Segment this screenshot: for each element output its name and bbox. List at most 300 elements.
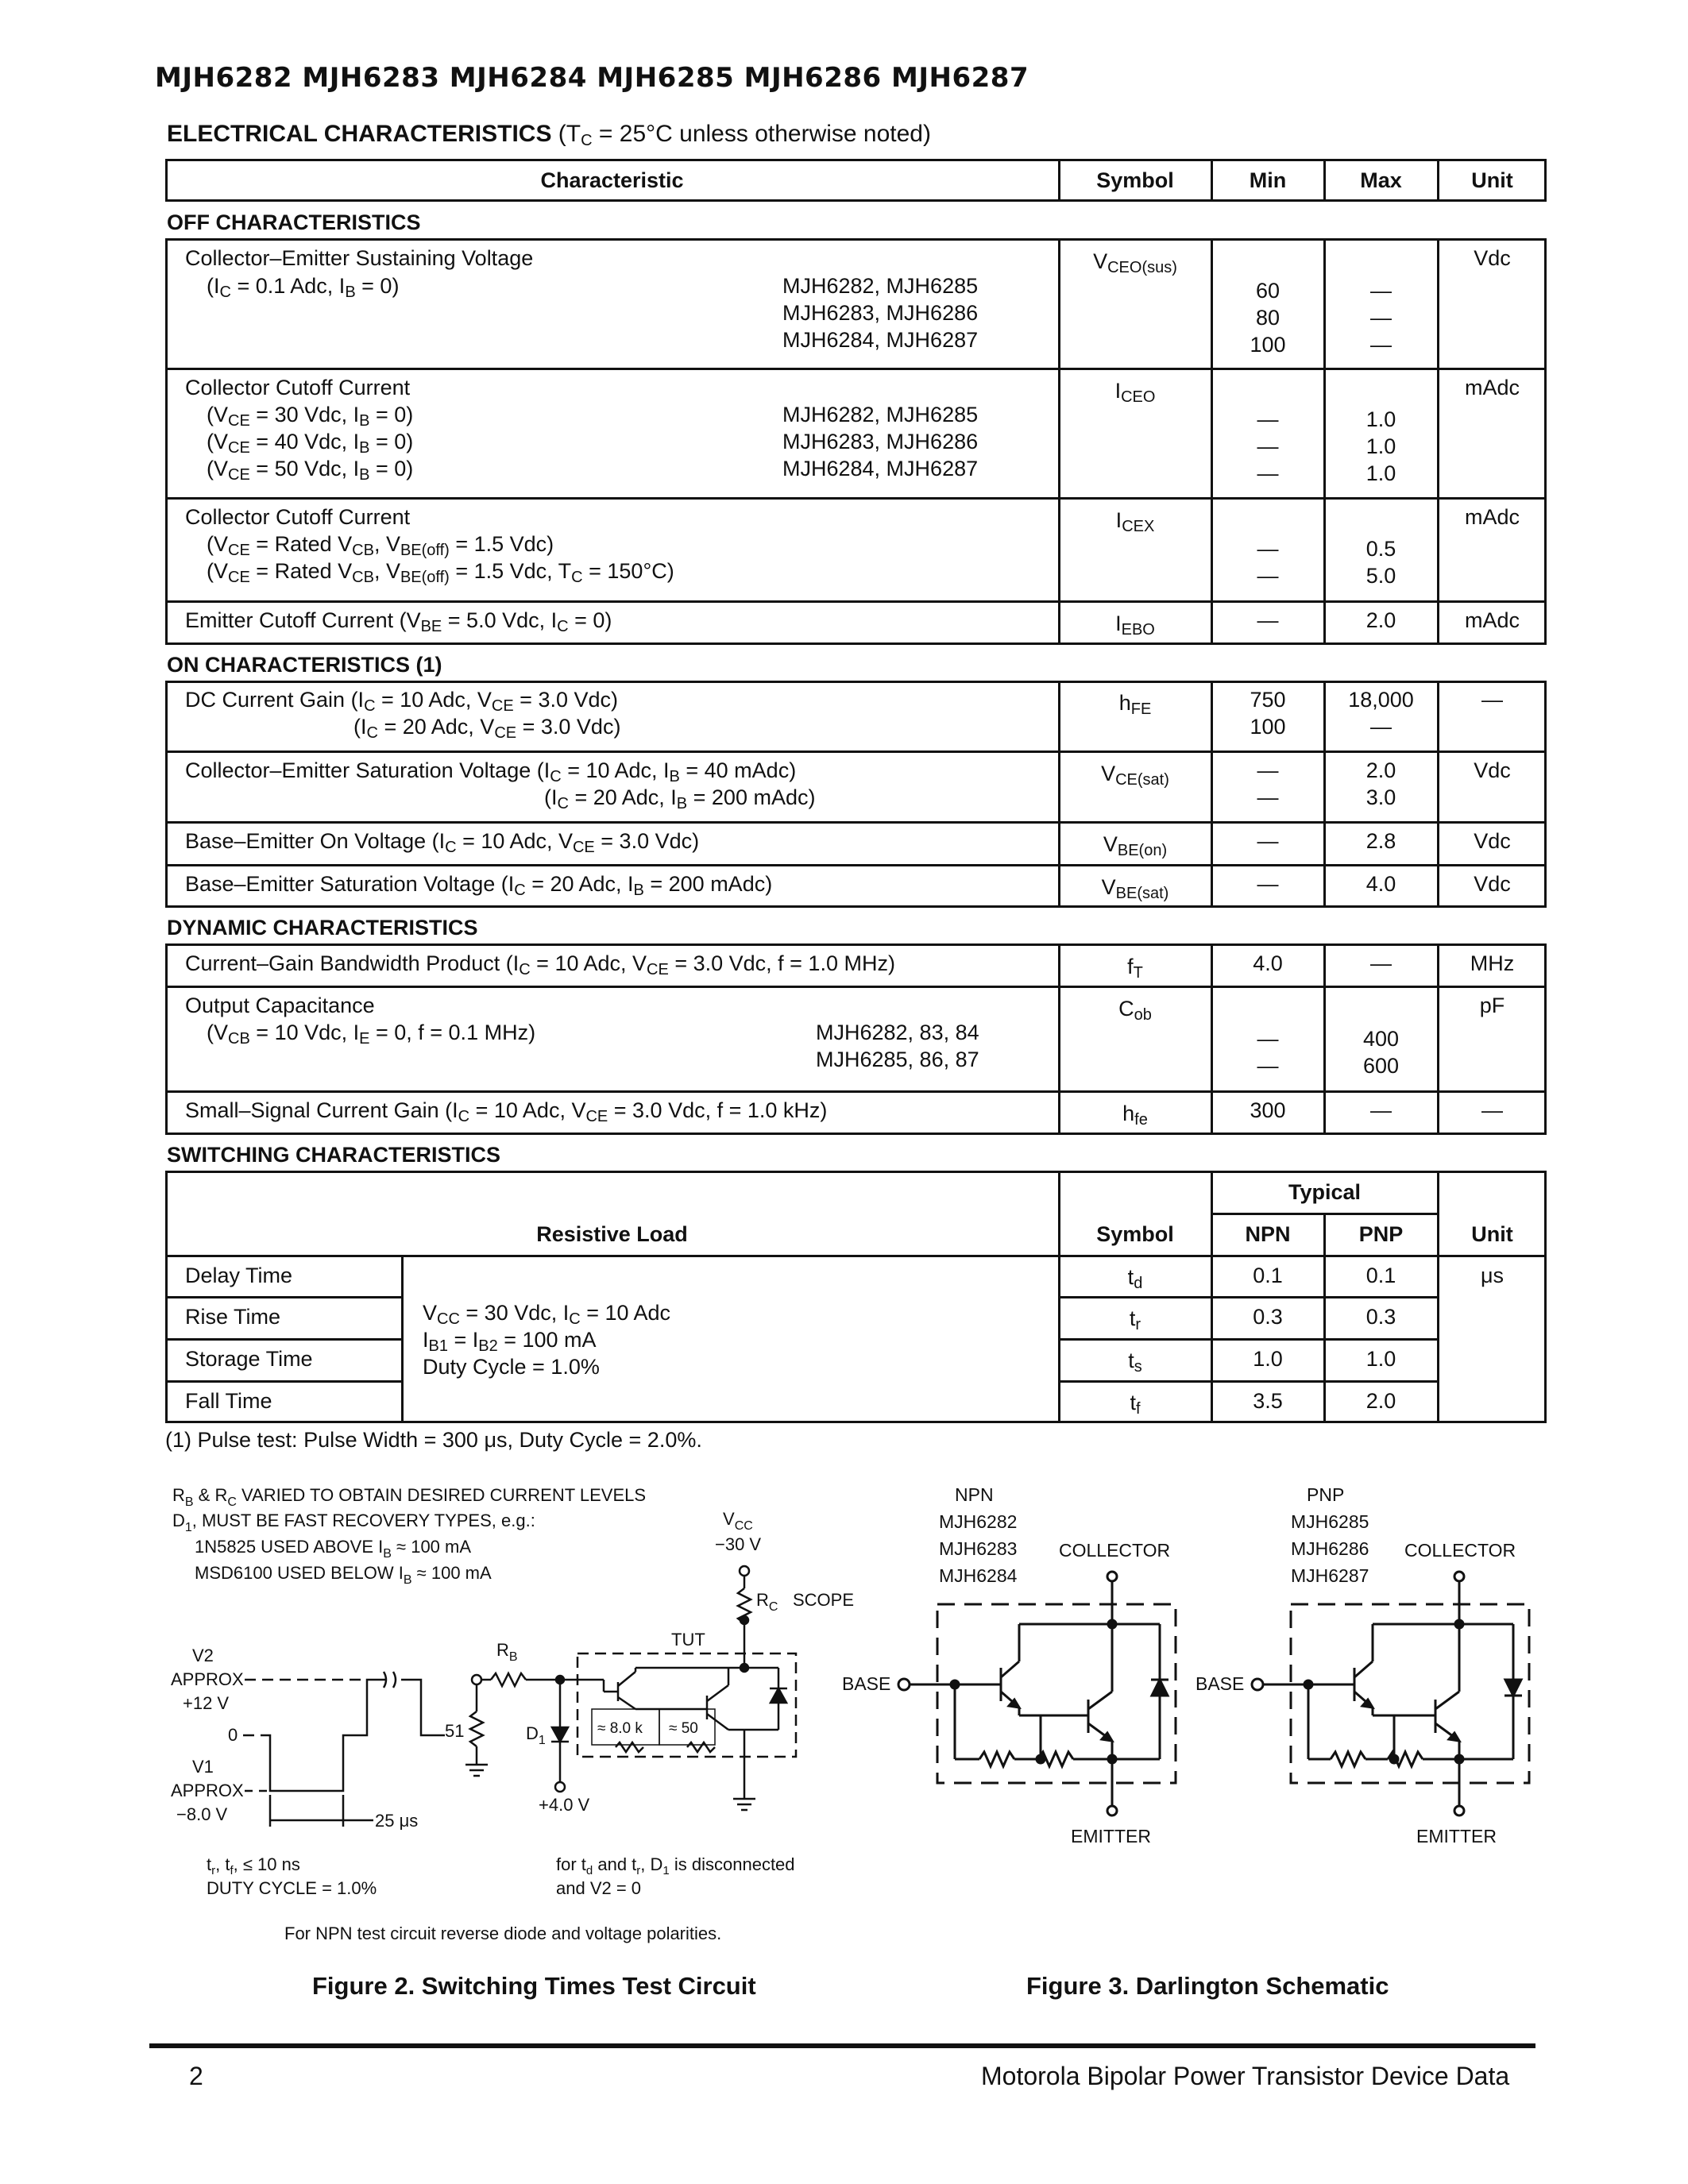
icex-sym-sub: CEX [1122, 518, 1155, 535]
sub: C [445, 839, 457, 856]
fig2-t2-emitter [707, 1714, 728, 1730]
vceo-condition: ($I_C = 0.1$ Adc, $I_B = 0$) [207, 274, 400, 301]
vbeon-unit: Vdc [1474, 829, 1511, 853]
sub: BE(off) [400, 542, 450, 559]
sw-unit-value: μs [1480, 1264, 1505, 1287]
sub: C [364, 697, 376, 715]
vceo-cond-pre: (I [207, 274, 220, 298]
hfe-sym: h [1118, 691, 1131, 715]
vbeon-sym-sub: BE(on) [1117, 842, 1168, 859]
sub: CE [572, 839, 595, 856]
icex-condition: ($V_{CE}$ = Rated $V_{CB}$, $V_{BE(off)} = 1.5$ Vdc) [207, 532, 554, 559]
footnote: (1) Pulse test: Pulse Width = 300 μs, Duty Cycle = 2.0%. [165, 1428, 702, 1452]
sub: C [550, 768, 562, 785]
sub: C [458, 1108, 470, 1125]
sw-row-label: Fall Time [185, 1389, 272, 1413]
row-divider [165, 1090, 1547, 1093]
fig3-q1-collector [1001, 1661, 1019, 1677]
fig3-node [1037, 1755, 1045, 1763]
sw-sym-sub: s [1134, 1358, 1142, 1376]
vbeon-min: — [1257, 829, 1279, 853]
sw-condition: $V_{CC} = 30$ Vdc, $I_C = 10$ Adc [423, 1301, 671, 1328]
ft-min: 4.0 [1253, 951, 1283, 975]
fig2-zero: 0 [228, 1725, 238, 1745]
sub: CE [494, 724, 517, 742]
row-divider [165, 1255, 1547, 1257]
sw-row-label: Delay Time [185, 1264, 293, 1287]
vbesat-sym: V [1101, 875, 1116, 899]
fig2-npn-note: For NPN test circuit reverse diode and voltage polarities. [284, 1924, 722, 1943]
iebo-symbol [1059, 610, 1211, 637]
fig2-r50: ≈ 50 [669, 1720, 698, 1737]
iceo-device: MJH6284, MJH6287 [782, 457, 979, 480]
cob-min: — [1257, 1054, 1279, 1078]
vcesat-max: 2.0 [1365, 758, 1396, 782]
vcesat-sym: V [1101, 762, 1116, 785]
vceo-device: MJH6283, MJH6286 [782, 301, 979, 325]
ec-cond-sub: C [581, 132, 593, 149]
footer-rule [149, 2043, 1535, 2048]
vbesat-symbol [1059, 874, 1211, 901]
sw-duty: Duty Cycle = 1.0% [423, 1355, 600, 1379]
sub: B [676, 795, 688, 812]
page-number: 2 [189, 2062, 203, 2090]
fig3-npn-part: MJH6282 [939, 1511, 1018, 1532]
iceo-min: — [1257, 434, 1279, 458]
header-characteristic: Characteristic [540, 168, 684, 192]
iceo-min: — [1257, 461, 1279, 485]
row-divider [165, 497, 1547, 500]
sub: CE [228, 412, 250, 430]
sub: BE(off) [400, 569, 450, 586]
ft-sym-sub: T [1133, 964, 1143, 982]
fig3-npn-collector-node [1107, 1572, 1117, 1581]
fig2-tut: TUT [671, 1630, 705, 1650]
fig3-pnp-base: BASE [1196, 1673, 1245, 1694]
vcesat-min: — [1257, 785, 1279, 809]
hfe-small-symbol [1059, 1100, 1211, 1127]
fig3-q2-collector [1088, 1692, 1112, 1709]
sw-row-pnp: 1.0 [1365, 1347, 1396, 1371]
sw-row-symbol [1059, 1389, 1211, 1416]
fig3-npn-diode [1152, 1680, 1168, 1696]
vbesat-max: 4.0 [1365, 872, 1396, 896]
sw-row-symbol [1059, 1264, 1211, 1291]
row-divider [1058, 1380, 1438, 1383]
sub: C [514, 882, 526, 899]
ft-symbol [1059, 953, 1211, 980]
fig2-approx: APPROX [171, 1781, 244, 1800]
section-off: OFF CHARACTERISTICS [167, 210, 421, 234]
figure-3-darlington [838, 1477, 1545, 1858]
ec-title [167, 121, 931, 148]
iceo-device: MJH6282, MJH6285 [782, 403, 979, 426]
cob-device: MJH6282, 83, 84 [816, 1021, 979, 1044]
icex-unit: mAdc [1464, 505, 1520, 529]
sub: B [359, 412, 370, 430]
icex-label: Collector Cutoff Current [185, 505, 411, 529]
iceo-condition: ($V_{CE} = 50$ Vdc, $I_B = 0$) [207, 457, 414, 484]
hfe-min: 100 [1250, 715, 1286, 739]
fig2-minus8: −8.0 V [176, 1804, 228, 1824]
fig2-vcc-node [740, 1566, 749, 1576]
sub: CE [585, 1108, 608, 1125]
vceo-sym-sub: CEO(sus) [1107, 259, 1177, 276]
fig3-node [1108, 1620, 1116, 1628]
sub: CB [228, 1030, 250, 1048]
ft-max: — [1370, 951, 1392, 975]
fig2-d1-label: $D_1$ [526, 1723, 546, 1747]
cob-max: 400 [1362, 1027, 1400, 1051]
fig2-25us: 25 μs [375, 1811, 419, 1831]
sub: CE [491, 697, 514, 715]
fig2-r51-resistor [470, 1711, 483, 1746]
ft-unit: MHz [1470, 951, 1515, 975]
hfe-small-sym: h [1122, 1102, 1135, 1125]
sw-row-npn: 0.1 [1253, 1264, 1283, 1287]
vceo-sym: V [1093, 249, 1108, 273]
fig3-q4-collector [1435, 1692, 1459, 1709]
sub: CC [437, 1310, 460, 1328]
vceo-sub: B [345, 284, 356, 301]
icex-sym: I [1115, 508, 1122, 532]
sub: CE [228, 542, 250, 559]
fig2-rise-fall: $t_r$, $t_f$, ≤ 10 ns [207, 1854, 300, 1877]
vceo-max: — [1370, 333, 1392, 357]
iceo-max: 1.0 [1365, 461, 1396, 485]
cob-device: MJH6285, 86, 87 [816, 1048, 979, 1071]
iceo-min: — [1257, 407, 1279, 431]
fig2-plus4: +4.0 V [539, 1795, 590, 1815]
row-divider [1058, 1296, 1438, 1298]
fig2-t1-collector [618, 1672, 635, 1686]
row-divider [165, 864, 1547, 866]
ft-label: Current–Gain Bandwidth Product ($I_C = 10$ Adc, $V_{CE} = 3.0$ Vdc, f = 1.0 MHz) [185, 951, 895, 978]
fig3-npn-part: MJH6283 [939, 1538, 1018, 1559]
iebo-sym-sub: EBO [1121, 621, 1155, 639]
vcesat-sym-sub: CE(sat) [1115, 771, 1169, 789]
fig3-npn-base: BASE [842, 1673, 891, 1694]
icex-condition: ($V_{CE}$ = Rated $V_{CB}$, $V_{BE(off)} = 1.5$ Vdc, $T_C = 150^\circ C$) [207, 559, 674, 586]
sub: CB [352, 569, 374, 586]
fig2-note1: $R_B$ & $R_C$ VARIED TO OBTAIN DESIRED CURRENT LEVELS [172, 1485, 647, 1509]
cob-sym-sub: ob [1134, 1006, 1152, 1024]
icex-max: 0.5 [1365, 537, 1396, 561]
row-divider [165, 751, 1547, 753]
vceo-device: MJH6284, MJH6287 [782, 328, 979, 352]
fig2-rb-label: $R_B$ [496, 1640, 518, 1664]
vbeon-symbol [1059, 831, 1211, 858]
sw-sym: t [1127, 1265, 1134, 1289]
fig3-npn-res1 [979, 1752, 1014, 1766]
hfe-small-max: — [1370, 1098, 1392, 1122]
cob-condition: ($V_{CB} = 10$ Vdc, $I_E = 0$, f = 0.1 MHz) [207, 1021, 536, 1048]
figure-3-caption: Figure 3. Darlington Schematic [1026, 1972, 1389, 2000]
iceo-label: Collector Cutoff Current [185, 376, 411, 399]
sub: C [569, 1310, 581, 1328]
iceo-sym: I [1114, 379, 1122, 403]
ec-cond-pre: (T [558, 121, 581, 147]
section-switching: SWITCHING CHARACTERISTICS [167, 1143, 500, 1167]
header-min: Min [1249, 168, 1287, 192]
ft-sym: f [1127, 955, 1134, 978]
sub: C [557, 618, 569, 635]
fig2-res-8k [616, 1742, 643, 1752]
cob-unit: pF [1479, 994, 1505, 1017]
sub: CE [647, 961, 669, 978]
sw-row-label: Rise Time [185, 1305, 281, 1329]
fig3-pnp-part: MJH6286 [1291, 1538, 1369, 1559]
fig2-tut-box [577, 1653, 796, 1757]
hfe-small-label: Small–Signal Current Gain ($I_C = 10$ Adc, $V_{CE} = 3.0$ Vdc, f = 1.0 kHz) [185, 1098, 828, 1125]
fig2-internal-diode [771, 1688, 786, 1703]
sw-row-symbol [1059, 1347, 1211, 1374]
fig3-pnp-part: MJH6287 [1291, 1565, 1369, 1586]
fig3-pnp-emitter: EMITTER [1416, 1826, 1497, 1846]
vceo-device: MJH6282, MJH6285 [782, 274, 979, 298]
vceo-symbol [1059, 248, 1211, 275]
hfe-label: DC Current Gain ($I_C = 10$ Adc, $V_{CE} = 3.0$ Vdc) [185, 688, 618, 715]
header-max: Max [1360, 168, 1402, 192]
sub: B1 [428, 1337, 448, 1355]
fig2-v2: V2 [192, 1646, 214, 1665]
sw-sym: t [1128, 1349, 1134, 1372]
hfe-small-unit: — [1481, 1098, 1503, 1122]
fig3-node [1455, 1620, 1463, 1628]
figure-2-caption: Figure 2. Switching Times Test Circuit [312, 1972, 756, 2000]
sw-condition: $I_{B1} = I_{B2} = 100$ mA [423, 1328, 597, 1355]
fig2-waveform [268, 1680, 385, 1791]
vceo-label: Collector–Emitter Sustaining Voltage [185, 246, 534, 270]
icex-min: — [1257, 537, 1279, 561]
sw-row-pnp: 2.0 [1365, 1389, 1396, 1413]
row-divider [1058, 1338, 1438, 1341]
figure-2-circuit [159, 1477, 855, 1954]
sw-sym-sub: r [1135, 1316, 1141, 1333]
hfe-small-sym-sub: fe [1134, 1111, 1148, 1129]
fig2-d1-diode [552, 1727, 568, 1742]
iebo-label: Emitter Cutoff Current ($V_{BE} = 5.0$ Vdc, $I_C = 0$) [185, 608, 612, 635]
iebo-max: 2.0 [1365, 608, 1396, 632]
vcesat-max: 3.0 [1365, 785, 1396, 809]
row-divider [1211, 1213, 1438, 1215]
vcesat-label: Collector–Emitter Saturation Voltage ($I_C = 10$ Adc, $I_B = 40$ mAdc) [185, 758, 797, 785]
row-divider [165, 1296, 402, 1298]
ec-title-text: ELECTRICAL CHARACTERISTICS [167, 121, 552, 147]
section-dynamic: DYNAMIC CHARACTERISTICS [167, 916, 478, 940]
fig3-npn-emitter-node [1107, 1806, 1117, 1815]
fig2-approx: APPROX [171, 1669, 244, 1689]
sw-row-npn: 3.5 [1253, 1389, 1283, 1413]
iceo-condition: ($V_{CE} = 30$ Vdc, $I_B = 0$) [207, 403, 414, 430]
sub: BE [420, 618, 442, 635]
iebo-unit: mAdc [1464, 608, 1520, 632]
cob-sym: C [1118, 997, 1134, 1021]
fig3-pnp-label: PNP [1307, 1484, 1345, 1505]
vbesat-label: Base–Emitter Saturation Voltage ($I_C = 20$ Adc, $I_B = 200$ mAdc) [185, 872, 773, 899]
vcesat-condition: ($I_C = 20$ Adc, $I_B = 200$ mAdc) [544, 785, 816, 812]
sub: CE [228, 466, 250, 484]
row-divider [165, 986, 1547, 988]
fig3-pnp-collector: COLLECTOR [1404, 1540, 1516, 1561]
fig2-res-50 [687, 1742, 715, 1752]
sw-sym-sub: f [1135, 1400, 1141, 1418]
fig3-pnp-emitter-node [1454, 1806, 1464, 1815]
vbesat-sym-sub: BE(sat) [1115, 885, 1169, 902]
sub: E [359, 1030, 370, 1048]
hfe-small-min: 300 [1250, 1098, 1286, 1122]
fig2-note2: $D_1$, MUST BE FAST RECOVERY TYPES, e.g.: [172, 1511, 535, 1534]
vbeon-label: Base–Emitter On Voltage ($I_C = 10$ Adc, $V_{CE} = 3.0$ Vdc) [185, 829, 700, 856]
vceo-min: 60 [1255, 279, 1280, 303]
iceo-max: 1.0 [1365, 407, 1396, 431]
row-divider [165, 1338, 402, 1341]
iceo-device: MJH6283, MJH6286 [782, 430, 979, 453]
hfe-unit: — [1481, 688, 1503, 712]
vcesat-unit: Vdc [1474, 758, 1511, 782]
iceo-condition: ($V_{CE} = 40$ Vdc, $I_B = 0$) [207, 430, 414, 457]
sub: C [366, 724, 378, 742]
sw-resistive-load: Resistive Load [536, 1222, 688, 1246]
hfe-min: 750 [1250, 688, 1286, 712]
vceo-max: — [1370, 306, 1392, 330]
fig3-pnp-part: MJH6285 [1291, 1511, 1369, 1532]
fig2-plus12: +12 V [183, 1693, 230, 1713]
hfe-max: 18,000 [1348, 688, 1414, 712]
fig2-r8k: ≈ 8.0 k [597, 1720, 643, 1737]
section-on: ON CHARACTERISTICS (1) [167, 653, 442, 677]
sub: C [571, 569, 583, 586]
vceo-min: 80 [1255, 306, 1280, 330]
sub: B [359, 466, 370, 484]
vbesat-unit: Vdc [1474, 872, 1511, 896]
iceo-max: 1.0 [1365, 434, 1396, 458]
fig3-npn-emitter: EMITTER [1071, 1826, 1151, 1846]
fig2-input-node [472, 1675, 481, 1684]
fig2-node [740, 1616, 748, 1624]
vcesat-min: — [1257, 758, 1279, 782]
iceo-symbol [1059, 377, 1211, 404]
fig2-vcc-value: −30 V [715, 1534, 762, 1554]
fig2-td-note: for $t_d$ and $t_r$, $D_1$ is disconnected [556, 1854, 795, 1877]
hfe-sym-sub: FE [1130, 700, 1152, 718]
vceo-max: — [1370, 279, 1392, 303]
fig3-pnp-box [1291, 1604, 1529, 1783]
fig3-npn-label: NPN [955, 1484, 994, 1505]
fig3-node [1108, 1755, 1116, 1763]
sw-npn: NPN [1245, 1222, 1291, 1246]
cob-label: Output Capacitance [185, 994, 375, 1017]
fig2-and-v2: and V2 = 0 [556, 1878, 642, 1898]
cob-min: — [1257, 1027, 1279, 1051]
sub: B [359, 439, 370, 457]
divider [1058, 238, 1060, 645]
hfe-max: — [1370, 715, 1392, 739]
ec-cond-post: = 25°C unless otherwise noted) [592, 121, 931, 147]
sw-pnp: PNP [1358, 1222, 1404, 1246]
sub: C [557, 795, 569, 812]
sw-row-pnp: 0.1 [1365, 1264, 1396, 1287]
sub: CE [228, 439, 250, 457]
fig3-pnp-res1 [1331, 1752, 1365, 1766]
fig3-npn-base-node [898, 1679, 910, 1690]
row-divider [165, 600, 1547, 603]
fig2-note3: 1N5825 USED ABOVE $I_B \approx 100$ mA [195, 1537, 472, 1561]
icex-min: — [1257, 564, 1279, 588]
fig2-v1: V1 [192, 1757, 214, 1777]
sub: B [633, 882, 644, 899]
sw-sym: t [1130, 1391, 1136, 1414]
fig2-note4: MSD6100 USED BELOW $I_B \approx 100$ mA [195, 1563, 492, 1587]
row-divider [165, 368, 1547, 370]
fig2-t1-emitter [618, 1697, 635, 1709]
sub: CE [228, 569, 250, 586]
row-divider [165, 821, 1547, 824]
hfe-symbol [1059, 689, 1211, 716]
cob-max: 600 [1362, 1054, 1400, 1078]
fig3-pnp-collector-node [1454, 1572, 1464, 1581]
iebo-min: — [1257, 608, 1279, 632]
vcesat-symbol [1059, 760, 1211, 787]
sw-typical: Typical [1288, 1180, 1362, 1204]
header-unit: Unit [1471, 168, 1513, 192]
fig3-pnp-diode [1505, 1680, 1521, 1696]
fig2-rc-label: $R_C$ [756, 1590, 778, 1614]
sub: B2 [478, 1337, 498, 1355]
sw-row-pnp: 0.3 [1365, 1305, 1396, 1329]
vceo-sub: C [219, 284, 231, 301]
sw-row-npn: 1.0 [1253, 1347, 1283, 1371]
vbesat-min: — [1257, 872, 1279, 896]
hfe-condition: ($I_C = 20$ Adc, $V_{CE} = 3.0$ Vdc) [353, 715, 621, 742]
sw-sym: t [1129, 1306, 1136, 1330]
fig2-break-mark [384, 1672, 396, 1688]
cob-symbol [1059, 995, 1211, 1022]
iceo-sym-sub: CEO [1121, 388, 1156, 406]
iebo-sym: I [1115, 612, 1122, 635]
sw-row-label: Storage Time [185, 1347, 313, 1371]
fig3-q3-collector [1354, 1661, 1373, 1677]
sw-symbol: Symbol [1096, 1222, 1174, 1246]
row-divider [165, 1380, 402, 1383]
sub: CB [352, 542, 374, 559]
vceo-min: 100 [1250, 333, 1286, 357]
sub: C [519, 961, 531, 978]
iceo-unit: mAdc [1464, 376, 1520, 399]
page-header: MJH6282 MJH6283 MJH6284 MJH6285 MJH6286 MJH6287 [155, 62, 1029, 94]
fig2-t2-collector [707, 1685, 728, 1701]
sw-sym-sub: d [1134, 1275, 1143, 1292]
fig2-scope: SCOPE [793, 1590, 855, 1610]
fig2-waveform [401, 1680, 445, 1735]
fig2-rb-resistor [491, 1673, 526, 1686]
fig3-node [1455, 1755, 1463, 1763]
fig2-vcc: $V_{CC}$ [723, 1509, 753, 1533]
fig2-r51-label: 51 [445, 1721, 465, 1741]
icex-max: 5.0 [1365, 564, 1396, 588]
sw-row-symbol [1059, 1305, 1211, 1332]
sw-unit: Unit [1471, 1222, 1513, 1246]
fig2-plus4-node [555, 1782, 565, 1792]
fig3-node [1390, 1755, 1398, 1763]
vceo-unit: Vdc [1474, 246, 1511, 270]
fig3-npn-part: MJH6284 [939, 1565, 1018, 1586]
fig3-npn-collector: COLLECTOR [1059, 1540, 1171, 1561]
header-symbol: Symbol [1096, 168, 1174, 192]
sw-row-npn: 0.3 [1253, 1305, 1283, 1329]
vbeon-max: 2.8 [1365, 829, 1396, 853]
footer-source: Motorola Bipolar Power Transistor Device Data [981, 2062, 1510, 2090]
